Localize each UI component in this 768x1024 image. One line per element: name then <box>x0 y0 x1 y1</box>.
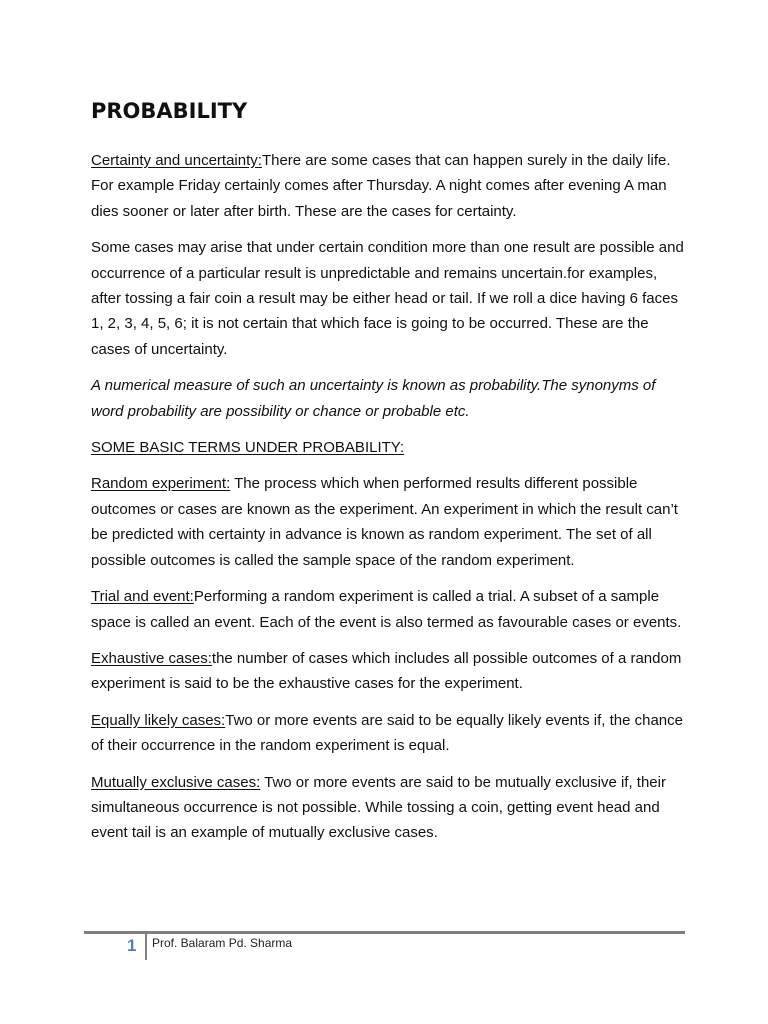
term-heading-certainty: Certainty and uncertainty: <box>91 152 262 169</box>
term-heading-random-experiment: Random experiment: <box>91 475 231 493</box>
term-heading-trial-event: Trial and event: <box>91 588 194 606</box>
paragraph-trial-event <box>91 584 691 635</box>
paragraph-mutually-exclusive <box>91 770 691 846</box>
footer-divider <box>84 931 685 934</box>
term-heading-equally-likely: Equally likely cases: <box>91 711 226 729</box>
page-title: PROBABILITY <box>91 99 248 123</box>
paragraph-random-experiment <box>91 471 691 573</box>
paragraph-text: Performing a random experiment is called a trial. A subset of a sample space is called an event. Each of the event is also termed as favourable cases or events. <box>91 588 682 631</box>
term-heading-exhaustive: Exhaustive cases: <box>91 649 212 667</box>
paragraph-text: Two or more events are said to be equally likely events if, the chance of their occurrence in the random experiment is equal. <box>91 711 683 755</box>
paragraph-uncertainty: Some cases may arise that under certain condition more than one result are possible and occurrence of a particular result is unpredictable and remains uncertain.for examples, after tossing a fair coin a result may be either head or tail. If we roll a dice having 6 faces 1, 2, 3, 4, 5, 6; it is not certain that which face is going to be occurred. These are the cases of uncertainty. <box>91 239 684 358</box>
footer-vertical-divider <box>145 934 147 960</box>
paragraph-equally-likely <box>91 708 691 759</box>
footer-author: Prof. Balaram Pd. Sharma <box>152 936 293 950</box>
paragraph-text: Two or more events are said to be mutually exclusive if, their simultaneous occurrence is not possible. While tossing a coin, getting event head and event tail is an example of mutually exclusive cases. <box>91 773 666 842</box>
page-number: 1 <box>127 936 137 955</box>
paragraph-certainty <box>91 148 691 224</box>
paragraph-exhaustive <box>91 646 691 697</box>
paragraph-text: The process which when performed results different possible outcomes or cases are known as the experiment. An experiment in which the result can’t be predicted with certainty in advance is known as random experiment. The set of all possible outcomes is called the sample space of the random experiment. <box>91 475 678 569</box>
document-page <box>91 96 691 857</box>
paragraph-text: the number of cases which includes all possible outcomes of a random experiment is said to be the exhaustive cases for the experiment. <box>91 649 682 693</box>
paragraph-text: There are some cases that can happen surely in the daily life. For example Friday certainly comes after Thursday. A night comes after evening A man dies sooner or later after birth. These are the cases for certainty. <box>91 152 671 220</box>
section-heading <box>91 435 691 460</box>
term-heading-mutually-exclusive: Mutually exclusive cases: <box>91 773 261 791</box>
section-heading-text: SOME BASIC TERMS UNDER PROBABILITY: <box>91 439 405 457</box>
paragraph-definition: A numerical measure of such an uncertainty is known as probability.The synonyms of word probability are possibility or chance or probable etc. <box>91 377 656 420</box>
